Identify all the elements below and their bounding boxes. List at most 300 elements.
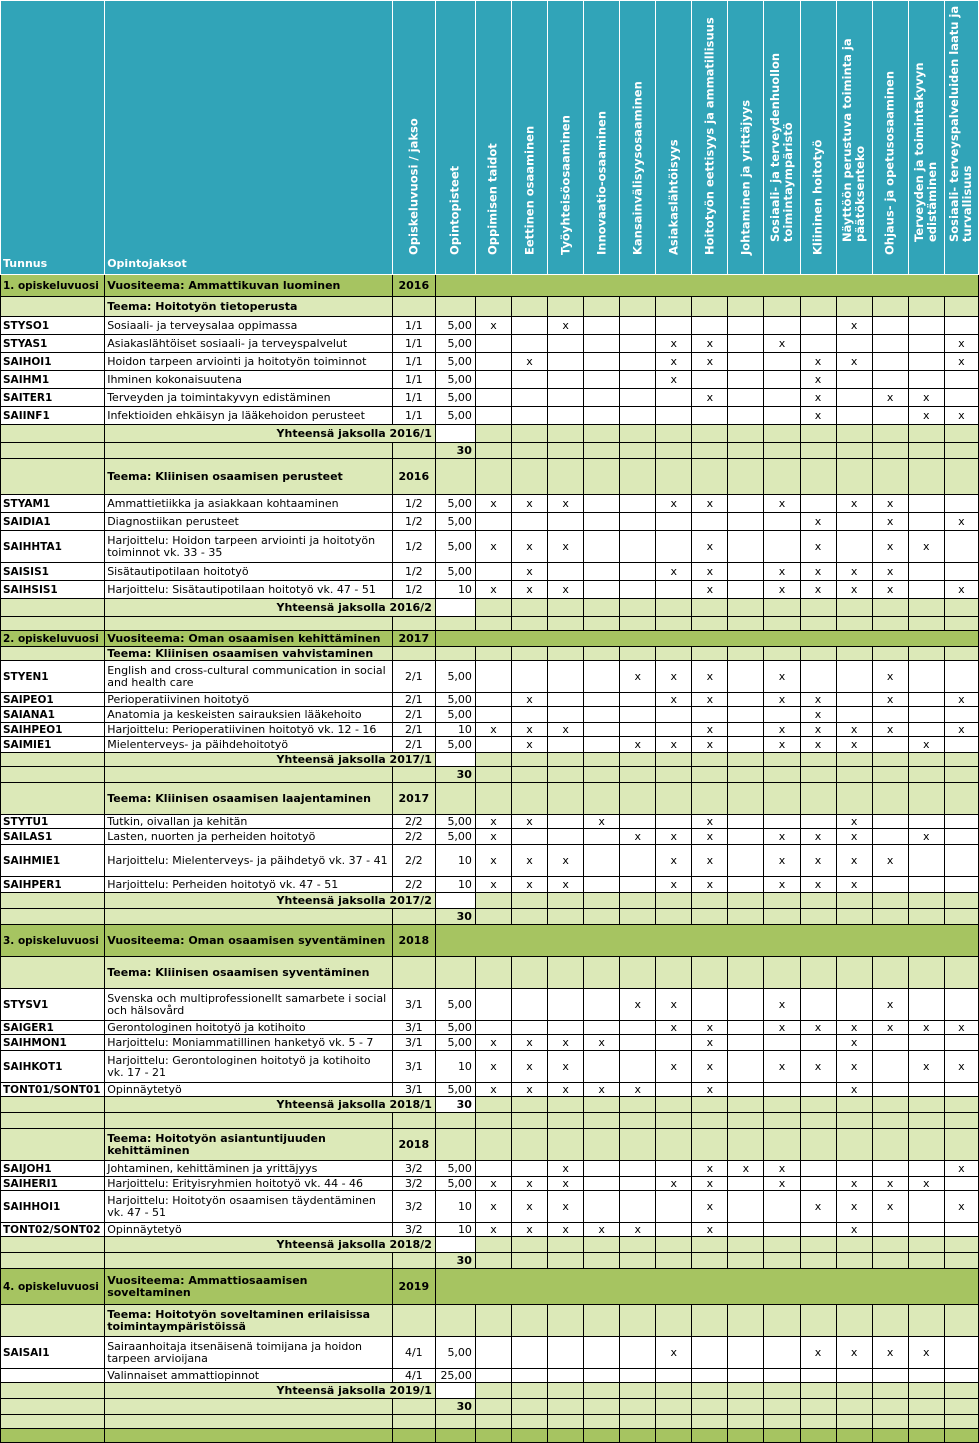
empty-cell xyxy=(836,647,872,661)
empty-cell xyxy=(908,1429,944,1443)
empty-cell xyxy=(620,599,656,617)
competence-mark: x xyxy=(800,1021,836,1035)
competence-mark xyxy=(584,829,620,845)
competence-mark: x xyxy=(836,1223,872,1237)
competence-mark: x xyxy=(944,1051,978,1083)
empty-cell xyxy=(872,893,908,909)
competence-mark: x xyxy=(908,531,944,563)
competence-mark xyxy=(908,877,944,893)
period-sum-credits: 30 xyxy=(435,1253,475,1269)
empty-cell xyxy=(764,647,800,661)
empty-cell xyxy=(512,783,548,815)
empty-cell xyxy=(836,1097,872,1113)
course-row xyxy=(1,1035,979,1051)
empty-cell xyxy=(584,767,620,783)
competence-mark xyxy=(548,353,584,371)
competence-mark: x xyxy=(872,1337,908,1369)
course-name: Harjoittelu: Gerontologinen hoitotyö ja kotihoito vk. 17 - 21 xyxy=(105,1051,393,1083)
empty-cell xyxy=(475,909,511,925)
empty-cell xyxy=(764,599,800,617)
competence-mark xyxy=(692,707,728,723)
competence-mark: x xyxy=(656,1337,692,1369)
empty-cell xyxy=(764,893,800,909)
course-name: Tutkin, oivallan ja kehitän xyxy=(105,815,393,829)
competence-mark: x xyxy=(512,877,548,893)
competence-mark xyxy=(475,389,511,407)
empty-cell xyxy=(656,1415,692,1429)
empty-cell xyxy=(728,1129,764,1161)
competence-mark xyxy=(764,1035,800,1051)
competence-mark xyxy=(836,371,872,389)
empty-cell xyxy=(944,599,978,617)
theme-title: Teema: Kliinisen osaamisen vahvistaminen xyxy=(105,647,393,661)
period-total-label: Yhteensä jaksolla 2018/1 xyxy=(105,1097,436,1113)
theme-year: 2018 xyxy=(392,1129,435,1161)
empty-cell xyxy=(548,297,584,317)
period-total-credits: 30 xyxy=(435,1097,475,1113)
empty-cell xyxy=(764,1253,800,1269)
competence-mark xyxy=(908,371,944,389)
competence-label: Sosiaali- terveyspalveluiden laatu ja turvallisuus xyxy=(947,5,975,242)
empty-cell xyxy=(620,459,656,495)
empty-cell xyxy=(872,1097,908,1113)
competence-mark: x xyxy=(764,829,800,845)
empty-cell xyxy=(908,893,944,909)
competence-mark: x xyxy=(836,495,872,513)
course-credits: 5,00 xyxy=(435,989,475,1021)
empty-cell xyxy=(656,767,692,783)
empty-cell xyxy=(692,957,728,989)
course-name: Diagnostiikan perusteet xyxy=(105,513,393,531)
competence-mark: x xyxy=(548,1051,584,1083)
empty-cell xyxy=(656,753,692,767)
competence-mark xyxy=(800,1369,836,1383)
period-total-row xyxy=(1,1097,979,1113)
col-header-competence xyxy=(692,1,728,275)
empty-cell xyxy=(1,647,105,661)
competence-mark: x xyxy=(836,829,872,845)
empty-cell xyxy=(548,893,584,909)
empty-cell xyxy=(908,909,944,925)
empty-cell xyxy=(656,617,692,631)
competence-mark xyxy=(908,1035,944,1051)
year-row xyxy=(1,1269,979,1305)
empty-cell xyxy=(872,599,908,617)
competence-mark: x xyxy=(836,1035,872,1051)
competence-mark xyxy=(908,495,944,513)
competence-label: Innovaatio-osaaminen xyxy=(594,110,609,255)
competence-mark xyxy=(872,815,908,829)
empty-cell xyxy=(620,1429,656,1443)
period-total-label: Yhteensä jaksolla 2018/2 xyxy=(105,1237,436,1253)
course-code: TONT02/SONT02 xyxy=(1,1223,105,1237)
course-name: Harjoittelu: Hoitotyön osaamisen täydentäminen vk. 47 - 51 xyxy=(105,1191,393,1223)
empty-cell xyxy=(764,1429,800,1443)
period-total-label: Yhteensä jaksolla 2016/2 xyxy=(105,599,436,617)
competence-mark xyxy=(908,707,944,723)
empty-cell xyxy=(764,443,800,459)
empty-cell xyxy=(548,425,584,443)
competence-mark: x xyxy=(872,693,908,707)
competence-mark xyxy=(944,317,978,335)
competence-mark xyxy=(836,661,872,693)
competence-mark: x xyxy=(836,563,872,581)
competence-mark: x xyxy=(656,563,692,581)
empty-cell xyxy=(692,1129,728,1161)
empty-cell xyxy=(836,909,872,925)
course-row xyxy=(1,723,979,737)
period-sum-row xyxy=(1,1113,979,1129)
competence-mark: x xyxy=(656,1051,692,1083)
competence-mark xyxy=(584,389,620,407)
course-name: Harjoittelu: Perioperatiivinen hoitotyö vk. 12 - 16 xyxy=(105,723,393,737)
empty-cell xyxy=(548,783,584,815)
empty-cell xyxy=(728,753,764,767)
course-code: STYEN1 xyxy=(1,661,105,693)
competence-mark: x xyxy=(944,353,978,371)
empty-cell xyxy=(656,1429,692,1443)
competence-mark: x xyxy=(764,1021,800,1035)
empty-cell xyxy=(392,1399,435,1415)
competence-mark xyxy=(620,353,656,371)
empty-cell xyxy=(548,1429,584,1443)
competence-mark: x xyxy=(475,1191,511,1223)
competence-label: Eettinen osaaminen xyxy=(522,125,537,255)
competence-mark: x xyxy=(656,353,692,371)
empty-cell xyxy=(800,1113,836,1129)
competence-mark: x xyxy=(548,845,584,877)
competence-mark: x xyxy=(475,723,511,737)
competence-mark: x xyxy=(512,495,548,513)
course-name: Infektioiden ehkäisyn ja lääkehoidon perusteet xyxy=(105,407,393,425)
course-credits: 10 xyxy=(435,877,475,893)
course-row xyxy=(1,1021,979,1035)
empty-cell xyxy=(620,1253,656,1269)
competence-mark xyxy=(728,1223,764,1237)
competence-mark xyxy=(620,531,656,563)
competence-mark xyxy=(872,707,908,723)
empty-cell xyxy=(548,617,584,631)
period-sum-row xyxy=(1,767,979,783)
empty-cell xyxy=(656,1113,692,1129)
competence-mark: x xyxy=(512,1191,548,1223)
course-period: 3/2 xyxy=(392,1177,435,1191)
competence-mark: x xyxy=(836,1021,872,1035)
empty-cell xyxy=(872,1429,908,1443)
empty-cell xyxy=(836,1415,872,1429)
col-header-competence xyxy=(836,1,872,275)
competence-mark xyxy=(764,707,800,723)
competence-mark xyxy=(764,1083,800,1097)
empty-cell xyxy=(584,1253,620,1269)
empty-cell xyxy=(800,909,836,925)
competence-mark: x xyxy=(692,815,728,829)
competence-mark: x xyxy=(836,845,872,877)
competence-mark xyxy=(836,707,872,723)
empty-cell xyxy=(548,1253,584,1269)
competence-mark xyxy=(728,737,764,753)
empty-cell xyxy=(584,1429,620,1443)
competence-mark xyxy=(728,1021,764,1035)
empty-cell xyxy=(728,1113,764,1129)
empty-cell xyxy=(836,783,872,815)
competence-mark xyxy=(584,989,620,1021)
empty-cell xyxy=(620,1129,656,1161)
competence-mark: x xyxy=(872,563,908,581)
competence-mark: x xyxy=(908,1177,944,1191)
competence-mark: x xyxy=(548,317,584,335)
course-period: 2/1 xyxy=(392,707,435,723)
competence-mark xyxy=(512,513,548,531)
empty-cell xyxy=(656,1305,692,1337)
empty-cell xyxy=(105,909,393,925)
course-name: Svenska och multiprofessionellt samarbete i social och hälsovård xyxy=(105,989,393,1021)
competence-mark xyxy=(728,531,764,563)
empty-cell xyxy=(1,1305,105,1337)
competence-mark xyxy=(656,815,692,829)
period-sum-row xyxy=(1,1253,979,1269)
empty-cell xyxy=(656,957,692,989)
competence-mark xyxy=(584,1161,620,1177)
course-period: 3/1 xyxy=(392,1051,435,1083)
course-row xyxy=(1,989,979,1021)
empty-cell xyxy=(435,297,475,317)
competence-mark xyxy=(656,1161,692,1177)
course-credits: 5,00 xyxy=(435,1337,475,1369)
competence-mark xyxy=(584,353,620,371)
empty-cell xyxy=(1,1415,105,1429)
empty-cell xyxy=(475,1399,511,1415)
empty-cell xyxy=(620,647,656,661)
period-total-label: Yhteensä jaksolla 2019/1 xyxy=(105,1383,436,1399)
competence-mark xyxy=(800,495,836,513)
empty-cell xyxy=(728,767,764,783)
col-header-competence xyxy=(908,1,944,275)
course-period: 1/2 xyxy=(392,531,435,563)
course-credits: 5,00 xyxy=(435,1083,475,1097)
competence-mark: x xyxy=(944,1191,978,1223)
empty-cell xyxy=(800,459,836,495)
competence-label: Ohjaus- ja opetusosaaminen xyxy=(882,70,897,255)
competence-mark: x xyxy=(512,845,548,877)
empty-cell xyxy=(692,443,728,459)
course-name: Sairaanhoitaja itsenäisenä toimijana ja hoidon tarpeen arvioijana xyxy=(105,1337,393,1369)
competence-mark xyxy=(836,989,872,1021)
course-period: 4/1 xyxy=(392,1369,435,1383)
col-header-competence xyxy=(584,1,620,275)
competence-mark: x xyxy=(764,737,800,753)
period-total-row xyxy=(1,1383,979,1399)
empty-cell xyxy=(728,297,764,317)
theme-title: Teema: Hoitotyön soveltaminen erilaisissa toimintaympäristöissä xyxy=(105,1305,393,1337)
empty-cell xyxy=(1,1237,105,1253)
empty-cell xyxy=(728,1305,764,1337)
empty-cell xyxy=(548,753,584,767)
empty-cell xyxy=(656,909,692,925)
competence-mark: x xyxy=(872,723,908,737)
competence-mark: x xyxy=(475,317,511,335)
competence-mark: x xyxy=(584,1223,620,1237)
empty-cell xyxy=(620,893,656,909)
col-header-opintojaksot xyxy=(105,1,393,275)
course-credits: 10 xyxy=(435,723,475,737)
empty-cell xyxy=(584,783,620,815)
course-code: SAIHHTA1 xyxy=(1,531,105,563)
competence-mark xyxy=(656,1191,692,1223)
competence-mark xyxy=(728,1337,764,1369)
empty-cell xyxy=(944,1305,978,1337)
empty-cell xyxy=(908,1415,944,1429)
empty-cell xyxy=(1,1429,105,1443)
course-code: STYSO1 xyxy=(1,317,105,335)
course-period: 2/1 xyxy=(392,737,435,753)
competence-mark xyxy=(584,723,620,737)
competence-mark xyxy=(908,1191,944,1223)
competence-mark: x xyxy=(656,495,692,513)
end-row xyxy=(1,1429,979,1443)
competence-mark: x xyxy=(836,1177,872,1191)
competence-mark: x xyxy=(908,407,944,425)
empty-cell xyxy=(908,617,944,631)
course-code: SAIJOH1 xyxy=(1,1161,105,1177)
empty-cell xyxy=(392,909,435,925)
competence-mark xyxy=(872,1051,908,1083)
competence-mark xyxy=(512,1369,548,1383)
competence-mark: x xyxy=(620,1083,656,1097)
competence-mark: x xyxy=(764,1177,800,1191)
empty-cell xyxy=(475,459,511,495)
competence-mark: x xyxy=(656,737,692,753)
empty-cell xyxy=(105,1429,393,1443)
course-credits: 5,00 xyxy=(435,353,475,371)
competence-mark xyxy=(944,1083,978,1097)
competence-mark: x xyxy=(692,581,728,599)
competence-mark: x xyxy=(656,661,692,693)
empty-cell xyxy=(764,1415,800,1429)
empty-cell xyxy=(392,617,435,631)
competence-mark: x xyxy=(764,1051,800,1083)
course-period: 2/1 xyxy=(392,661,435,693)
col-header-opiskeluvuosi xyxy=(392,1,435,275)
course-name: Ihminen kokonaisuutena xyxy=(105,371,393,389)
competence-mark: x xyxy=(908,1051,944,1083)
course-code: SAIHM1 xyxy=(1,371,105,389)
empty-cell xyxy=(944,617,978,631)
course-code: SAIINF1 xyxy=(1,407,105,425)
competence-mark xyxy=(584,1051,620,1083)
competence-mark: x xyxy=(800,581,836,599)
empty-cell xyxy=(872,1399,908,1415)
empty-cell xyxy=(512,1237,548,1253)
competence-mark: x xyxy=(656,693,692,707)
competence-mark: x xyxy=(800,877,836,893)
competence-mark xyxy=(944,829,978,845)
empty-cell xyxy=(692,1399,728,1415)
theme-row xyxy=(1,297,979,317)
competence-mark: x xyxy=(692,661,728,693)
competence-mark: x xyxy=(872,513,908,531)
competence-mark xyxy=(584,1177,620,1191)
course-period: 3/2 xyxy=(392,1223,435,1237)
empty-cell xyxy=(1,783,105,815)
study-year-label: 1. opiskeluvuosi xyxy=(1,275,105,297)
empty-cell xyxy=(512,767,548,783)
empty-cell xyxy=(836,599,872,617)
col-header-competence xyxy=(620,1,656,275)
col-header-competence xyxy=(512,1,548,275)
course-name: Harjoittelu: Hoidon tarpeen arviointi ja hoitotyön toiminnot vk. 33 - 35 xyxy=(105,531,393,563)
empty-cell xyxy=(728,1429,764,1443)
empty-cell xyxy=(908,425,944,443)
course-credits: 10 xyxy=(435,1223,475,1237)
competence-mark xyxy=(620,1035,656,1051)
empty-cell xyxy=(764,957,800,989)
empty-cell xyxy=(512,909,548,925)
empty-cell xyxy=(836,767,872,783)
empty-cell xyxy=(692,425,728,443)
empty-cell xyxy=(1,599,105,617)
competence-mark xyxy=(944,531,978,563)
competence-mark xyxy=(692,407,728,425)
period-total-credits xyxy=(435,599,475,617)
course-row xyxy=(1,317,979,335)
empty-cell xyxy=(872,957,908,989)
empty-cell xyxy=(944,425,978,443)
empty-cell xyxy=(908,297,944,317)
competence-mark: x xyxy=(512,563,548,581)
course-row xyxy=(1,531,979,563)
empty-cell xyxy=(872,617,908,631)
end-row xyxy=(1,1415,979,1429)
empty-cell xyxy=(475,1097,511,1113)
empty-cell xyxy=(800,425,836,443)
competence-label: Oppimisen taidot xyxy=(485,143,500,255)
competence-mark: x xyxy=(944,693,978,707)
empty-cell xyxy=(435,1429,475,1443)
competence-mark: x xyxy=(764,693,800,707)
empty-cell xyxy=(944,297,978,317)
course-credits: 10 xyxy=(435,581,475,599)
competence-mark: x xyxy=(475,845,511,877)
competence-mark: x xyxy=(584,1083,620,1097)
competence-mark: x xyxy=(512,723,548,737)
competence-mark xyxy=(548,1369,584,1383)
period-total-row xyxy=(1,1237,979,1253)
empty-cell xyxy=(475,443,511,459)
theme-title: Teema: Kliinisen osaamisen perusteet xyxy=(105,459,393,495)
competence-mark xyxy=(692,317,728,335)
competence-mark: x xyxy=(872,661,908,693)
empty-cell xyxy=(692,647,728,661)
competence-mark xyxy=(656,317,692,335)
competence-mark xyxy=(512,1337,548,1369)
competence-mark: x xyxy=(908,389,944,407)
theme-year: 2016 xyxy=(392,459,435,495)
empty-cell xyxy=(908,1113,944,1129)
empty-cell xyxy=(475,1383,511,1399)
competence-mark: x xyxy=(692,335,728,353)
competence-mark: x xyxy=(764,335,800,353)
competence-mark xyxy=(548,989,584,1021)
competence-mark xyxy=(872,877,908,893)
empty-cell xyxy=(836,1383,872,1399)
competence-mark: x xyxy=(548,1161,584,1177)
competence-label: Johtaminen ja yrittäjyys xyxy=(738,99,753,255)
empty-cell xyxy=(475,783,511,815)
competence-mark xyxy=(944,845,978,877)
course-name: Harjoittelu: Mielenterveys- ja päihdetyö vk. 37 - 41 xyxy=(105,845,393,877)
empty-cell xyxy=(392,1429,435,1443)
